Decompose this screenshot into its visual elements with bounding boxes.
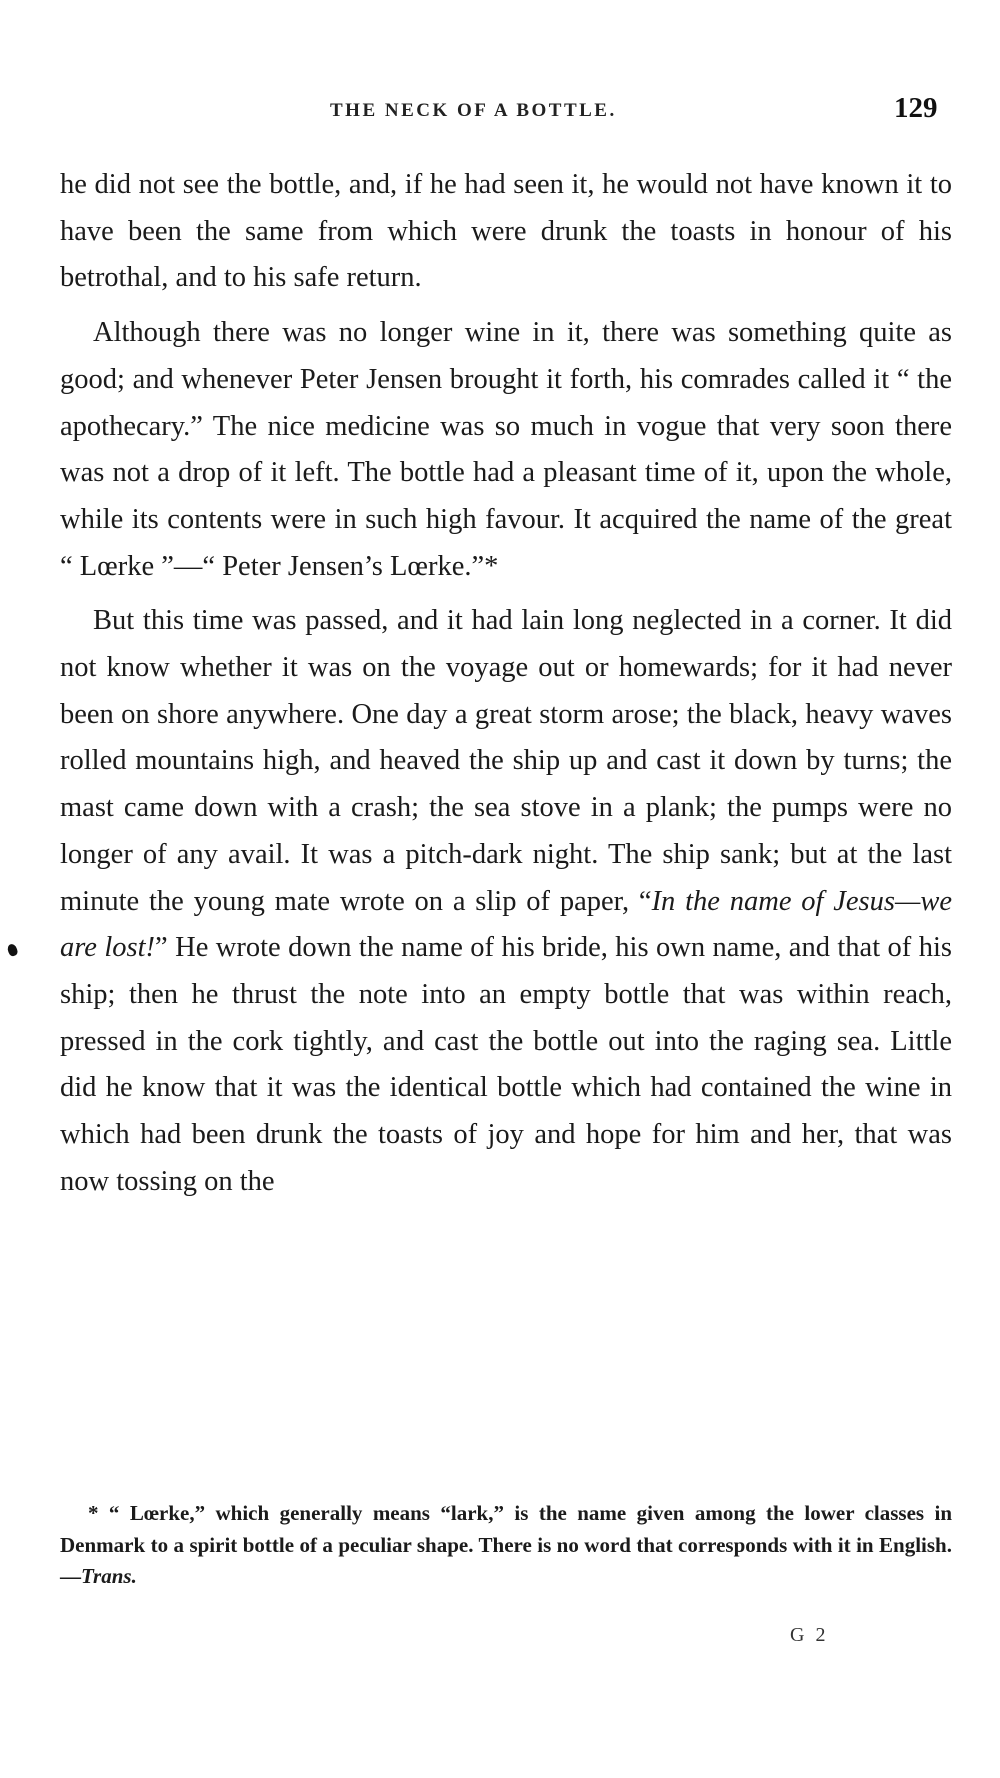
running-head: THE NECK OF A BOTTLE. bbox=[330, 100, 617, 121]
paragraph-2: Although there was no longer wine in it, there was something quite as good; and whenever Peter Jensen brought it forth, his comrades called it “ the apothecary.” The nice medicine was so much in vogue that very soon there was not a drop of it left. The bottle had a pleasant time of it, upon the whole, while its contents were in such high favour. It acquired the name of the great “ Lœrke ”—“ Peter Jensen’s Lœrke.”* bbox=[60, 317, 952, 582]
paragraph-1: he did not see the bottle, and, if he had seen it, he would not have known it to have been the same from which were drunk the toasts in honour of his betrothal, and to his safe return. bbox=[60, 169, 952, 294]
footnote bbox=[60, 1498, 952, 1593]
paragraph-3-text-start: But this time was passed, and it had lain long neglected in a corner. It did not know whether it was on the voyage out or homewards; for it had never been on shore anywhere. One day a great storm arose; the black, heavy waves rolled mountains high, and heaved the ship up and cast it down by turns; the mast came down with a crash; the sea stove in a plank; the pumps were no longer of any avail. It was a pitch-dark night. The ship sank; but at the last minute the young mate wrote on a slip of paper, “ bbox=[60, 605, 952, 917]
footnote-translator-credit: Trans. bbox=[81, 1564, 137, 1588]
footnote-body: * “ Lœrke,” which generally means “lark,” is the name given among the lower classes in Denmark to a spirit bottle of a peculiar shape. There is no word that corresponds with it in English.— bbox=[60, 1501, 952, 1588]
printer-signature-mark: G 2 bbox=[790, 1624, 829, 1646]
footnote-text bbox=[60, 1498, 952, 1593]
note-quote-italic: In the name of Jesus—we are lost! bbox=[60, 885, 952, 964]
page-header bbox=[0, 92, 1000, 132]
page-number: 129 bbox=[894, 92, 938, 124]
ink-blot-mark bbox=[6, 943, 19, 957]
paragraph-3 bbox=[60, 598, 952, 1205]
body-text bbox=[60, 162, 952, 1213]
paragraph-3-text-end: ” He wrote down the name of his bride, his own name, and that of his ship; then he thrust the note into an empty bottle that was within reach, pressed in the cork tightly, and cast the bottle out into the raging sea. Little did he know that it was the identical bottle which had contained the wine in which had been drunk the toasts of joy and hope for him and her, that was now tossing on the bbox=[60, 932, 952, 1197]
